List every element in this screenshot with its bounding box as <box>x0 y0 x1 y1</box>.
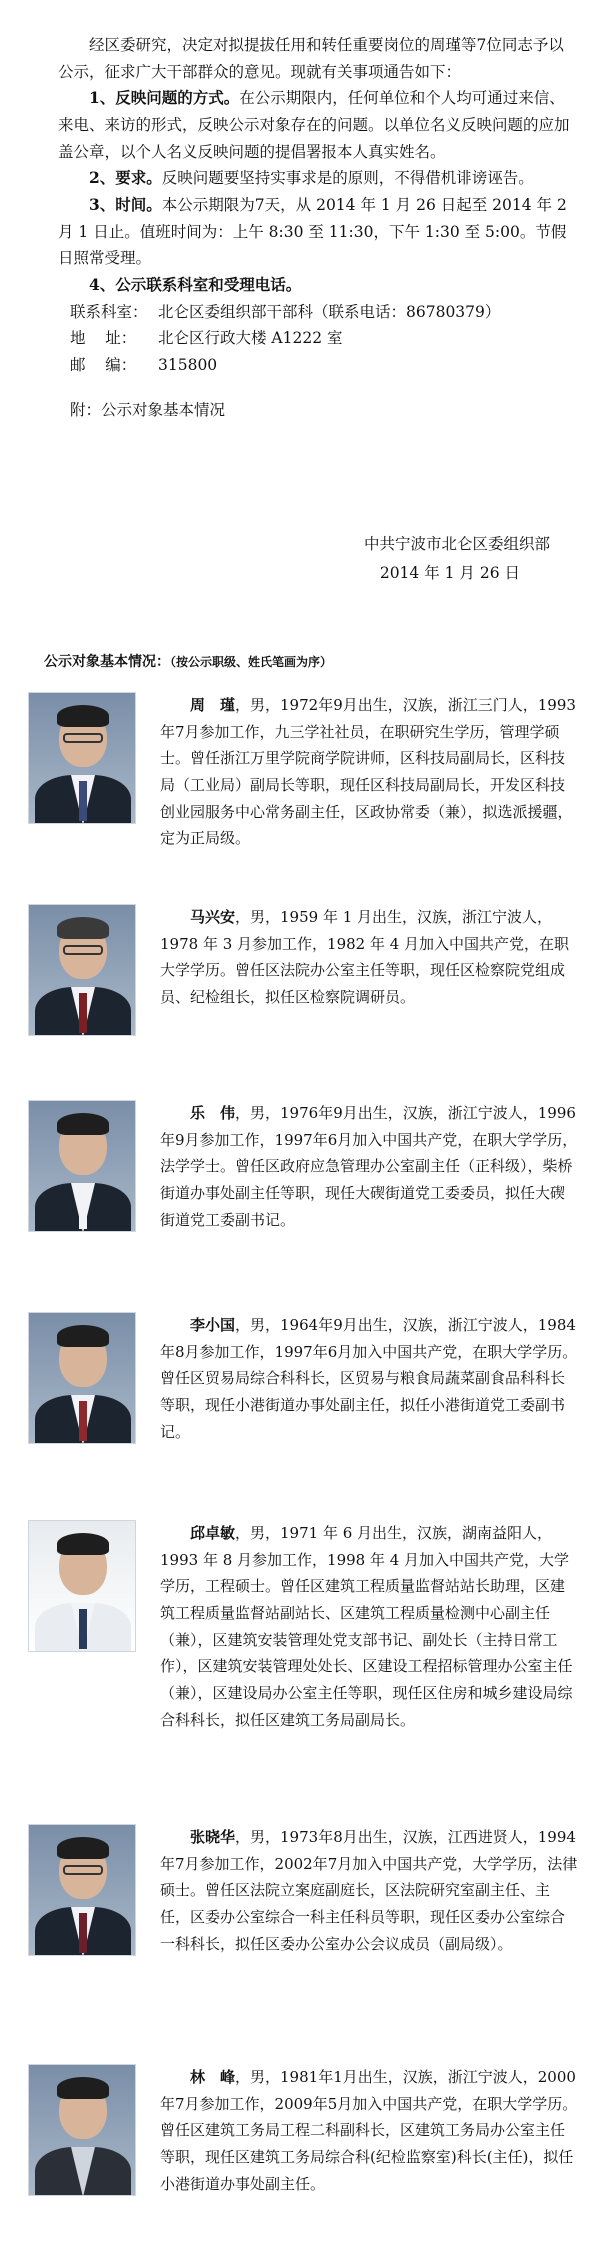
item-3-text: 本公示期限为7天，从 2014 年 1 月 26 日起至 2014 年 2 月 1 日止。值班时间为：上午 8:30 至 11:30，下午 1:30 至 5:00。节假日照常受理。 <box>58 195 567 268</box>
portrait-photo <box>28 1520 136 1652</box>
issue-date: 2014 年 1 月 26 日 <box>379 564 520 583</box>
item-3-paragraph <box>58 192 578 272</box>
person-bio-text: ，男，1976年9月出生，汉族，浙江宁波人，1996年9月参加工作，1997年6月加入中国共产党，在职大学学历，法学学士。曾任区政府应急管理办公室副主任（正科级），柴桥街道办事处副主任等职，现任大碶街道党工委委员，拟任大碶街道党工委副书记。 <box>160 1104 578 1229</box>
person-name: 张晓华 <box>190 1828 236 1846</box>
person-name: 马兴安 <box>190 908 236 926</box>
person-name: 邱卓敏 <box>190 1524 236 1542</box>
contact-block <box>58 299 578 379</box>
portrait-photo <box>28 1824 136 1956</box>
item-2-title: 2、要求。 <box>89 168 162 188</box>
section-title-note: （按公示职级、姓氏笔画为序） <box>170 655 333 669</box>
person-name: 乐 伟 <box>190 1104 236 1122</box>
person-bio-text: ，男，1959 年 1 月出生，汉族，浙江宁波人，1978 年 3 月参加工作，1982 年 4 月加入中国共产党，在职大学学历。曾任区法院办公室主任等职，现任区检察院党组成员、纪检组长，拟任区检察院调研员。 <box>160 908 570 1007</box>
person-bio-text: ，男，1964年9月出生，汉族，浙江宁波人，1984年8月参加工作，1997年6月加入中国共产党，在职大学学历。曾任区贸易局综合科科长，区贸易与粮食局蔬菜副食品科科长等职，现任小港街道办事处副主任，拟任小港街道党工委副书记。 <box>160 1316 578 1441</box>
item-1-title: 1、反映问题的方式。 <box>89 88 240 108</box>
person-bio <box>160 1520 578 1734</box>
person-bio-text: ，男，1973年8月出生，汉族，江西进贤人，1994年7月参加工作，2002年7月加入中国共产党，大学学历，法律硕士。曾任区法院立案庭副庭长，区法院研究室副主任、主任，区委办公室综合一科主任科员等职，现任区委办公室综合一科科长，拟任区委办公室办公会议成员（副局级）。 <box>160 1828 578 1953</box>
attachment-note: 附：公示对象基本情况 <box>70 400 226 419</box>
person-bio <box>160 1312 578 1445</box>
intro-paragraph: 经区委研究，决定对拟提拔任用和转任重要岗位的周瑾等7位同志予以公示，征求广大干部群众的意见。现就有关事项通告如下： <box>58 36 564 81</box>
person-bio <box>160 904 578 1011</box>
portrait-photo <box>28 1312 136 1444</box>
section-title-text: 公示对象基本情况： <box>44 654 170 670</box>
item-2-text: 反映问题要坚持实事求是的原则，不得借机诽谤诬告。 <box>161 169 534 188</box>
item-1-text: 在公示期限内，任何单位和个人均可通过来信、来电、来访的形式，反映公示对象存在的问题。以单位名义反映问题的应加盖公章，以个人名义反映问题的提倡署报本人真实姓名。 <box>58 89 570 161</box>
person-bio-text: ，男，1971 年 6 月出生，汉族，湖南益阳人，1993 年 8 月参加工作，1998 年 4 月加入中国共产党，大学学历，工程硕士。曾任区建筑工程质量监督站站长助理，区建筑工程质量监督站副站长、区建筑工程质量检测中心副主任（兼），区建筑安装管理处党支部书记、副处长（主持日常工作），区建筑安装管理处处长、区建设工程招标管理办公室主任（兼），区建设局办公室主任等职，现任区住房和城乡建设局综合科科长，拟任区建筑工务局副局长。 <box>160 1524 573 1729</box>
person-bio-text: ，男，1972年9月出生，汉族，浙江三门人，1993年7月参加工作，九三学社社员，在职研究生学历，管理学硕士。曾任浙江万里学院商学院讲师，区科技局副局长，区科技局（工业局）副局长等职，现任区科技局副局长，开发区科技创业园服务中心常务副主任，区政协常委（兼），拟选派援疆，定为正局级。 <box>160 696 576 848</box>
portrait-photo <box>28 1100 136 1232</box>
portrait-photo <box>28 2064 136 2196</box>
notice-body <box>58 32 578 423</box>
issuing-organization: 中共宁波市北仑区委组织部 <box>363 535 550 553</box>
contact-row-address <box>70 325 578 352</box>
contact-row-department <box>70 299 578 326</box>
person-bio-text: ，男，1981年1月出生，汉族，浙江宁波人，2000年7月参加工作，2009年5月加入中国共产党，在职大学学历。曾任区建筑工务局工程二科副科长，区建筑工务局办公室主任等职，现任区建筑工务局综合科(纪检监察室)科长(主任)，拟任小港街道办事处副主任。 <box>160 2068 578 2193</box>
contact-key: 邮 编： <box>70 355 137 374</box>
contact-row-postcode <box>70 352 578 379</box>
contact-key: 地 址： <box>70 329 137 348</box>
person-name: 周 瑾 <box>190 696 236 714</box>
item-2-paragraph <box>58 165 578 192</box>
contact-key: 联系科室： <box>70 302 148 321</box>
portrait-photo <box>28 904 136 1036</box>
contact-value: 北仑区委组织部干部科（联系电话：86780379） <box>158 302 501 321</box>
section-title <box>44 650 332 674</box>
item-3-title: 3、时间。 <box>89 194 162 214</box>
person-bio <box>160 2064 578 2197</box>
item-4-title: 4、公示联系科室和受理电话。 <box>89 274 302 294</box>
person-bio <box>160 692 578 852</box>
item-1-paragraph <box>58 85 578 165</box>
person-bio <box>160 1100 578 1233</box>
portrait-photo <box>28 692 136 824</box>
contact-value: 315800 <box>158 355 218 374</box>
signature-block <box>0 530 550 589</box>
person-bio <box>160 1824 578 1957</box>
person-name: 林 峰 <box>190 2068 236 2086</box>
person-name: 李小国 <box>190 1316 236 1334</box>
contact-value: 北仑区行政大楼 A1222 室 <box>158 329 343 348</box>
